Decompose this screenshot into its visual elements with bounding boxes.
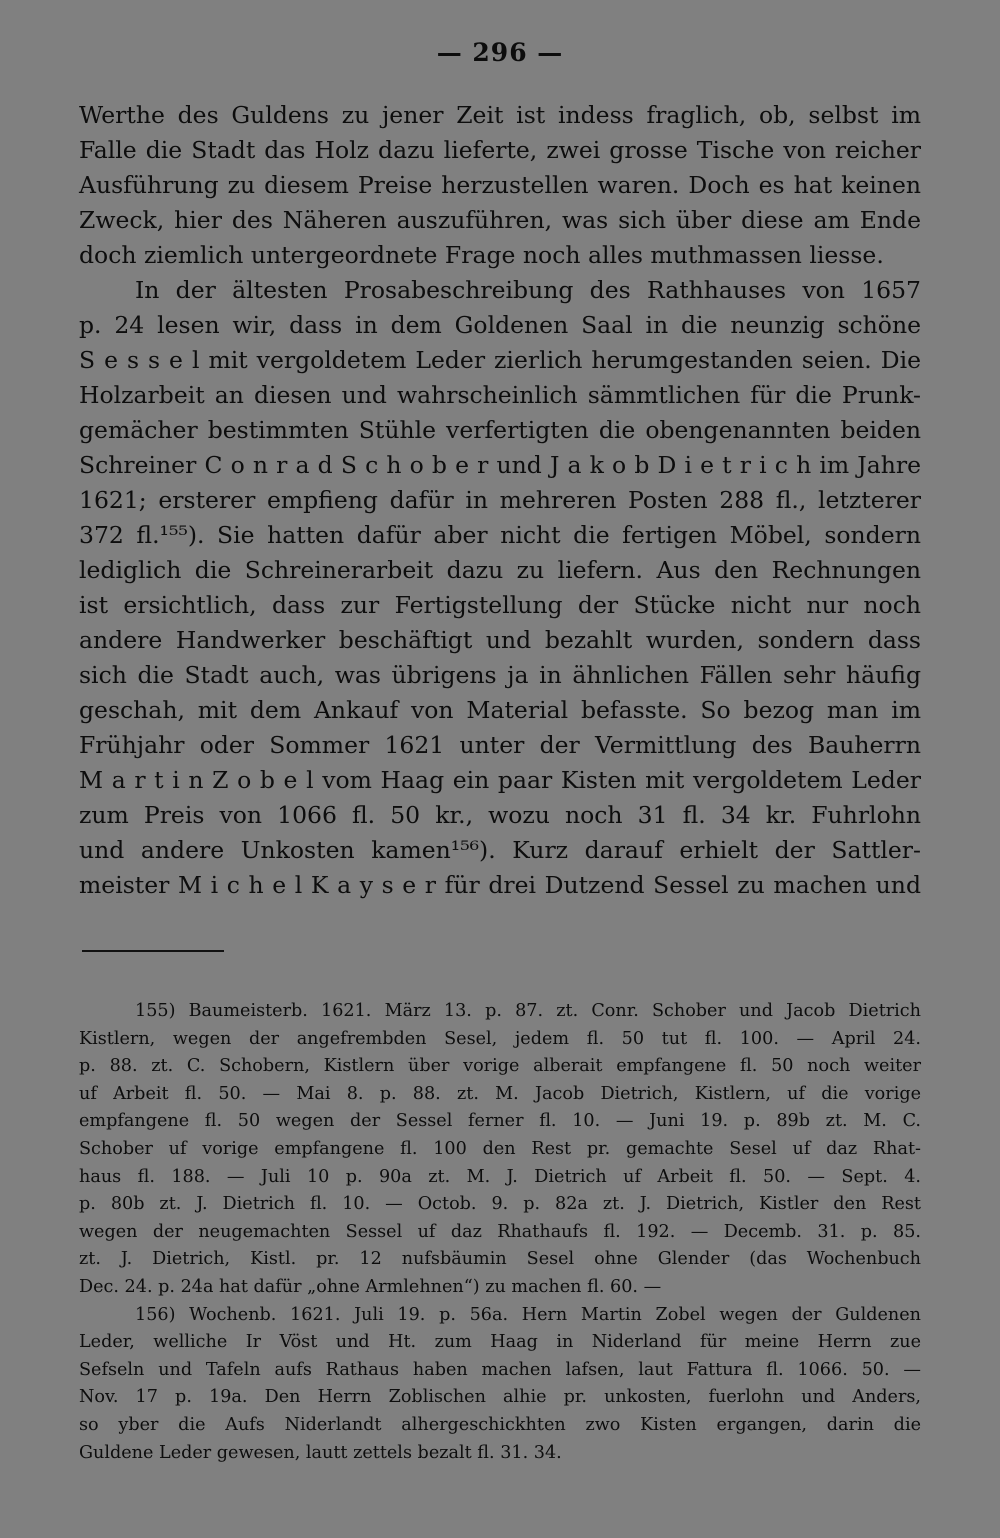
body-line: Werthe des Guldens zu jener Zeit ist indess fraglich, ob, selbst im: [79, 101, 921, 129]
footnote-line: 156) Wochenb. 1621. Juli 19. p. 56a. Hern Martin Zobel wegen der Guldenen: [135, 1304, 921, 1325]
footnote-line: so yber die Aufs Niderlandt alhergeschickhten zwo Kisten ergangen, darin die: [79, 1414, 921, 1435]
body-line: 1621; ersterer empfieng dafür in mehreren Posten 288 fl., letzterer: [79, 486, 921, 514]
footnote-line: zt. J. Dietrich, Kistl. pr. 12 nufsbäumin Sesel ohne Glender (das Wochenbuch: [79, 1249, 921, 1270]
body-line: In der ältesten Prosabeschreibung des Rathhauses von 1657: [135, 276, 921, 304]
footnote-line: Nov. 17 p. 19a. Den Herrn Zoblischen alhie pr. unkosten, fuerlohn und Anders,: [79, 1387, 921, 1408]
body-line: zum Preis von 1066 fl. 50 kr., wozu noch 31 fl. 34 kr. Fuhrlohn: [79, 801, 921, 829]
footnote-line: empfangene fl. 50 wegen der Sessel ferner fl. 10. — Juni 19. p. 89b zt. M. C.: [79, 1111, 921, 1132]
body-line: ist ersichtlich, dass zur Fertigstellung der Stücke nicht nur noch: [79, 591, 921, 619]
footnote-line: wegen der neugemachten Sessel uf daz Rhathaufs fl. 192. — Decemb. 31. p. 85.: [79, 1221, 921, 1242]
footnote-line: uf Arbeit fl. 50. — Mai 8. p. 88. zt. M. Jacob Dietrich, Kistlern, uf die vorige: [79, 1083, 921, 1104]
body-line: Falle die Stadt das Holz dazu lieferte, zwei grosse Tische von reicher: [79, 136, 921, 164]
body-line: p. 24 lesen wir, dass in dem Goldenen Saal in die neunzig schöne: [79, 311, 921, 339]
footnote-line: p. 80b zt. J. Dietrich fl. 10. — Octob. 9. p. 82a zt. J. Dietrich, Kistler den Rest: [79, 1194, 921, 1215]
body-line: 372 fl.¹⁵⁵). Sie hatten dafür aber nicht die fertigen Möbel, sondern: [79, 521, 921, 549]
footnote-line: haus fl. 188. — Juli 10 p. 90a zt. M. J. Dietrich uf Arbeit fl. 50. — Sept. 4.: [79, 1166, 921, 1187]
body-line: Ausführung zu diesem Preise herzustellen waren. Doch es hat keinen: [79, 171, 921, 199]
page-number: — 296 —: [436, 38, 564, 67]
body-line: geschah, mit dem Ankauf von Material befasste. So bezog man im: [79, 696, 921, 724]
body-line: doch ziemlich untergeordnete Frage noch alles muthmassen liesse.: [79, 241, 884, 269]
footnote-line: p. 88. zt. C. Schobern, Kistlern über vorige alberait empfangene fl. 50 noch weiter: [79, 1056, 921, 1077]
body-line: meister M i c h e l K a y s e r für drei Dutzend Sessel zu machen und: [79, 871, 921, 899]
body-line: Holzarbeit an diesen und wahrscheinlich sämmtlichen für die Prunk-: [79, 381, 921, 409]
footnote-line: Sefseln und Tafeln aufs Rathaus haben machen lafsen, laut Fattura fl. 1066. 50. —: [79, 1359, 921, 1380]
footnote-line: Leder, welliche Ir Vöst und Ht. zum Haag in Niderland für meine Herrn zue: [79, 1332, 921, 1353]
body-line: Frühjahr oder Sommer 1621 unter der Vermittlung des Bauherrn: [79, 731, 921, 759]
body-line: Schreiner C o n r a d S c h o b e r und J a k o b D i e t r i c h im Jahre: [79, 451, 921, 479]
footnote-line: Schober uf vorige empfangene fl. 100 den Rest pr. gemachte Sesel uf daz Rhat-: [79, 1138, 921, 1159]
footnote-line: Kistlern, wegen der angefrembden Sesel, jedem fl. 50 tut fl. 100. — April 24.: [79, 1028, 921, 1049]
footnote-separator: [82, 950, 224, 952]
body-line: und andere Unkosten kamen¹⁵⁶). Kurz darauf erhielt der Sattler-: [79, 836, 921, 864]
body-line: lediglich die Schreinerarbeit dazu zu liefern. Aus den Rechnungen: [79, 556, 921, 584]
body-line: andere Handwerker beschäftigt und bezahlt wurden, sondern dass: [79, 626, 921, 654]
footnote-line: Dec. 24. p. 24a hat dafür „ohne Armlehnen“) zu machen fl. 60. —: [79, 1276, 662, 1297]
main-text: [79, 98, 921, 903]
body-line: Zweck, hier des Näheren auszuführen, was sich über diese am Ende: [79, 206, 921, 234]
footnotes: [79, 998, 921, 1467]
body-line: sich die Stadt auch, was übrigens ja in ähnlichen Fällen sehr häufig: [79, 661, 921, 689]
body-line: S e s s e l mit vergoldetem Leder zierlich herumgestanden seien. Die: [79, 346, 921, 374]
body-line: M a r t i n Z o b e l vom Haag ein paar Kisten mit vergoldetem Leder: [79, 766, 921, 794]
body-line: gemächer bestimmten Stühle verfertigten die obengenannten beiden: [79, 416, 921, 444]
footnote-line: 155) Baumeisterb. 1621. März 13. p. 87. zt. Conr. Schober und Jacob Dietrich: [135, 1001, 921, 1021]
footnote-line: Guldene Leder gewesen, lautt zettels bezalt fl. 31. 34.: [79, 1442, 562, 1463]
